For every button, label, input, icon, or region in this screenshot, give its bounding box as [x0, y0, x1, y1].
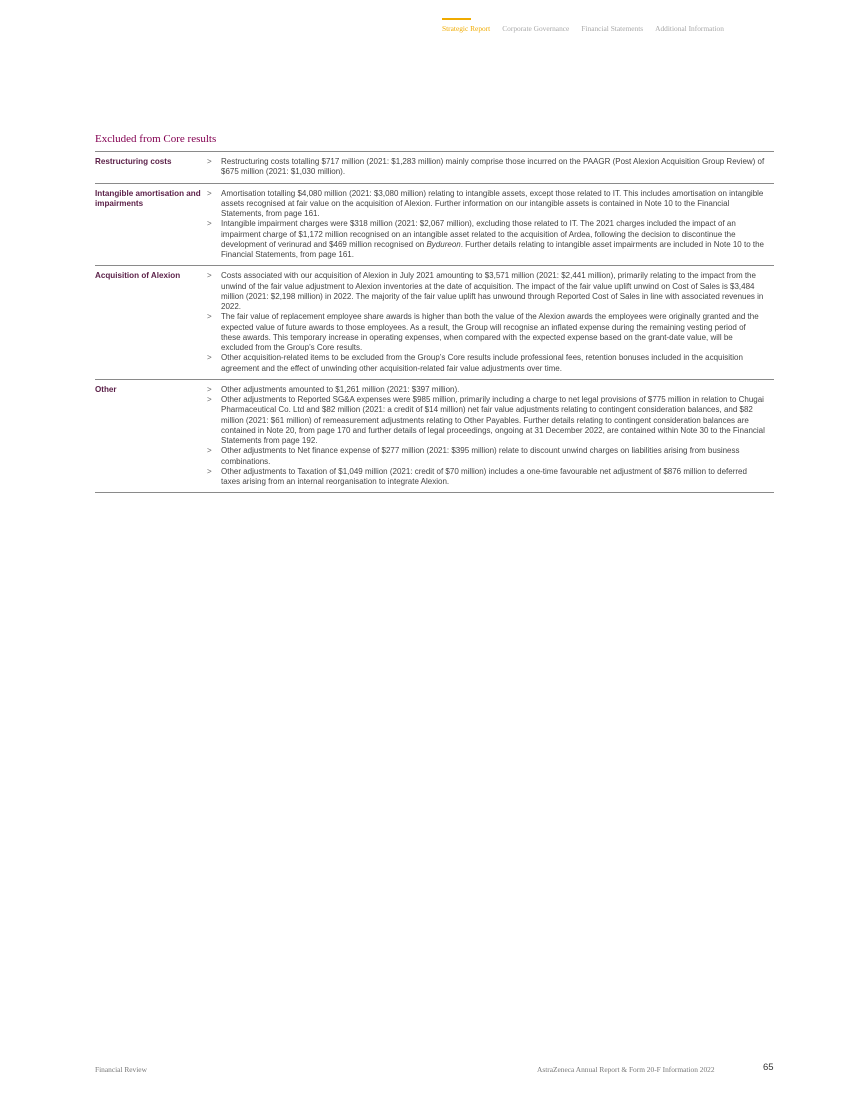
table-row [95, 152, 774, 184]
list-item [207, 353, 766, 374]
row-body [207, 189, 774, 261]
bullet-text: Restructuring costs totalling $717 million (2021: $1,283 million) mainly comprise those incurred on the PAAGR (Post Alexion Acquisition Group Review) of $675 million (2021: $1,030 million). [221, 157, 765, 177]
row-body [207, 271, 774, 374]
chevron-right-icon: > [207, 271, 212, 281]
list-item [207, 385, 766, 395]
bullet-text: Other adjustments amounted to $1,261 million (2021: $397 million). [221, 384, 460, 394]
chevron-right-icon: > [207, 353, 212, 363]
bullet-text: Costs associated with our acquisition of Alexion in July 2021 amounting to $3,571 million (2021: $2,441 million), primarily relating to the impact from the unwind of the fair value adjustment to Alexion inventories at the date of acquisition. The impact of the fair value uplift unwind on Cost of Sales is $3,484 million (2021: $2,198 million) in 2022. The majority of the fair value uplift has unwound through Reported Cost of Sales in line with associated revenues in 2022. [221, 271, 764, 311]
bullet-text: Other acquisition-related items to be excluded from the Group’s Core results include professional fees, retention bonuses included in the acquisition agreement and the effect of unwinding other acquisition-related fair value adjustments over time. [221, 353, 743, 373]
table-row [95, 184, 774, 267]
page-number: 65 [763, 1062, 774, 1073]
row-label: Other [95, 384, 117, 394]
table-row [95, 266, 774, 380]
bullet-text: Amortisation totalling $4,080 million (2021: $3,080 million) relating to intangible assets, except those related to IT. This includes amortisation on intangible assets recognised at fair value on the acquisition of Alexion. Further information on our intangible assets is contained in Note 10 to the Financial Statements, from page 161. [221, 188, 764, 218]
chevron-right-icon: > [207, 446, 212, 456]
row-label: Acquisition of Alexion [95, 271, 181, 281]
chevron-right-icon: > [207, 466, 212, 476]
chevron-right-icon: > [207, 157, 212, 166]
chevron-right-icon: > [207, 384, 212, 394]
top-navigation [442, 18, 736, 33]
row-body [207, 385, 774, 488]
list-item [207, 446, 766, 467]
nav-additional-information[interactable]: Additional Information [655, 24, 724, 33]
list-item [207, 312, 766, 353]
section-title: Excluded from Core results [95, 133, 217, 145]
chevron-right-icon: > [207, 312, 212, 322]
chevron-right-icon: > [207, 395, 212, 404]
bullet-text: Intangible impairment charges were $318 million (2021: $2,067 million), excluding those related to IT. The 2021 charges included the impact of an impairment charge of $1,172 million recognised on an intangible asset related to the acquisition of Ardea, following the decision to discontinue the development of verinurad and $469 million recognised on Bydureon. Further details relating to intangible asset impairments are included in Note 10 to the Financial Statements, from page 161. [221, 219, 764, 259]
nav-corporate-governance[interactable]: Corporate Governance [502, 24, 570, 33]
bullet-text: The fair value of replacement employee share awards is higher than both the value of the Alexion awards the employees were originally granted and the expected value of future awards to those employees. As a result, the Group will recognise an inflated expense during the remaining vesting period of these awards. This temporary increase in operating expenses, when compared with the expected expense based on the grant-date value, will be excluded from the Group’s Core results. [221, 312, 759, 352]
core-results-table [95, 151, 774, 493]
list-item [207, 189, 766, 220]
list-item [207, 395, 766, 446]
list-item [207, 467, 766, 488]
nav-strategic-report[interactable]: Strategic Report [442, 18, 490, 33]
list-item [207, 157, 766, 178]
chevron-right-icon: > [207, 219, 212, 229]
bullet-text: Other adjustments to Reported SG&A expenses were $985 million, primarily including a charge to net legal provisions of $775 million in relation to Chugai Pharmaceutical Co. Ltd and $82 million (2021: a credit of $14 million) net fair value adjustments relating to contingent consideration balances, and $82 million (2021: $61 million) of remeasurement adjustments relating to Other Payables. Further details relating to contingent consideration balances are contained in Note 20, from page 170 and further details of legal proceedings, ongoing at 31 December 2022, are contained within Note 30 to the Financial Statements from page 192. [221, 395, 765, 445]
row-label: Intangible amortisation and impairments [95, 188, 201, 208]
row-label: Restructuring costs [95, 157, 172, 166]
bullet-text: Other adjustments to Taxation of $1,049 million (2021: credit of $70 million) includes a one-time favourable net adjustment of $876 million to deferred taxes arising from an internal reorganisation to integrate Alexion. [221, 466, 747, 486]
nav-financial-statements[interactable]: Financial Statements [581, 24, 644, 33]
list-item [207, 271, 766, 312]
table-row [95, 380, 774, 494]
footer-report-title: AstraZeneca Annual Report & Form 20-F Information 2022 [537, 1065, 715, 1074]
bullet-text: Other adjustments to Net finance expense of $277 million (2021: $395 million) relate to discount unwind charges on liabilities arising from business combinations. [221, 446, 740, 466]
list-item [207, 219, 766, 260]
footer-section-name: Financial Review [95, 1065, 147, 1074]
row-body [207, 157, 774, 178]
chevron-right-icon: > [207, 188, 212, 198]
